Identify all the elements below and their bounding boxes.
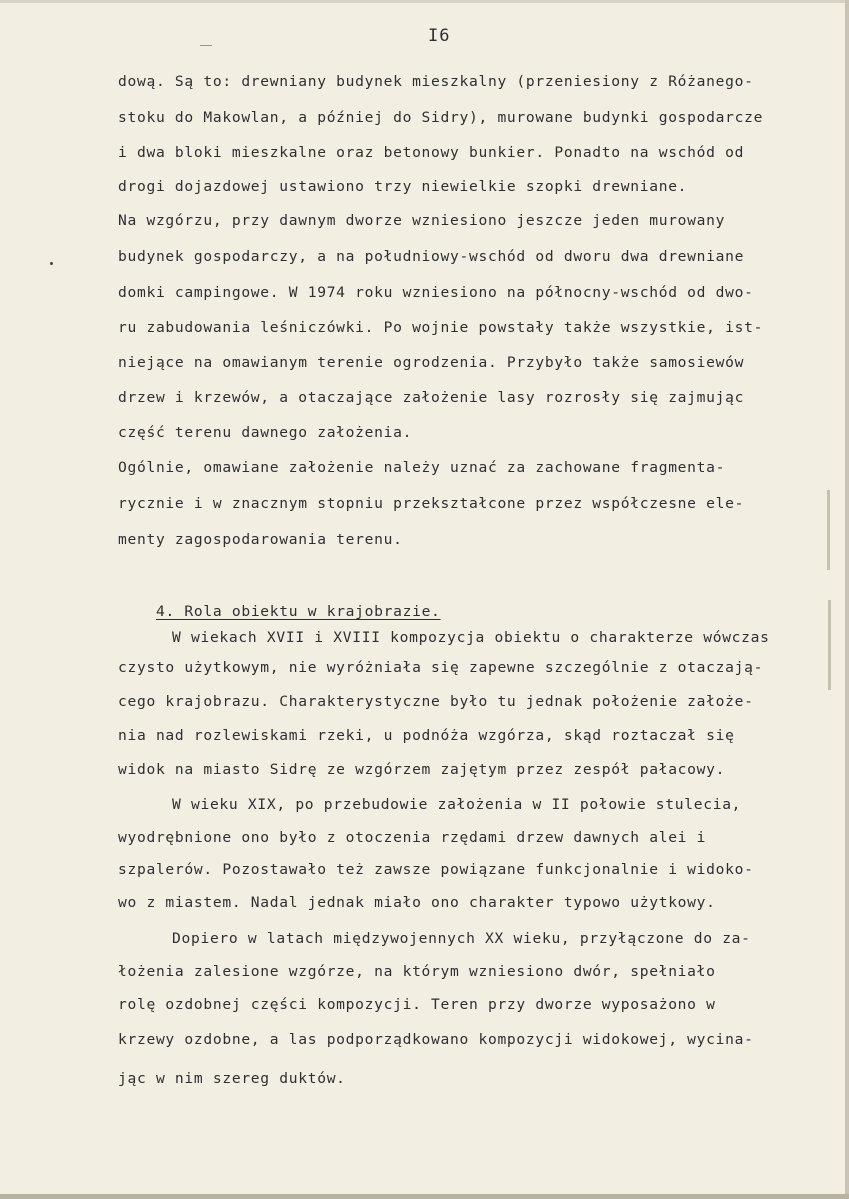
text-line: Dopiero w latach międzywojennych XX wieku, przyłączone do za-	[172, 930, 751, 947]
text-line: nia nad rozlewiskami rzeki, u podnóża wzgórza, skąd roztaczał się	[118, 727, 735, 744]
page-number: I6	[428, 26, 451, 46]
text-line: drogi dojazdowej ustawiono trzy niewielkie szopki drewniane.	[118, 178, 688, 195]
text-line: dową. Są to: drewniany budynek mieszkalny (przeniesiony z Różanego-	[118, 73, 754, 90]
text-line: czysto użytkowym, nie wyróżniała się zapewne szczególnie z otaczają-	[118, 659, 764, 676]
text-line: wyodrębnione ono było z otoczenia rzędami drzew dawnych alei i	[118, 829, 707, 846]
page-bottom-edge	[0, 1194, 849, 1199]
text-line: ru zabudowania leśniczówki. Po wojnie powstały także wszystkie, ist-	[118, 319, 764, 336]
text-line: cego krajobrazu. Charakterystyczne było tu jednak położenie założe-	[118, 693, 754, 710]
text-line: drzew i krzewów, a otaczające założenie lasy rozrosły się zajmując	[118, 389, 745, 406]
text-line: domki campingowe. W 1974 roku wzniesiono na północny-wschód od dwo-	[118, 284, 754, 301]
margin-strip-mark	[828, 600, 831, 690]
text-line: część terenu dawnego założenia.	[118, 424, 413, 441]
text-line: rycznie i w znacznym stopniu przekształcone przez współczesne ele-	[118, 495, 745, 512]
text-line: budynek gospodarczy, a na południowy-wschód od dworu dwa drewniane	[118, 248, 745, 265]
page-right-edge	[845, 0, 849, 1199]
text-line: Na wzgórzu, przy dawnym dworze wzniesiono jeszcze jeden murowany	[118, 212, 726, 229]
text-line: W wiekach XVII i XVIII kompozycja obiektu o charakterze wówczas	[172, 629, 770, 646]
text-line: krzewy ozdobne, a las podporządkowano kompozycji widokowej, wycina-	[118, 1031, 754, 1048]
text-line: i dwa bloki mieszkalne oraz betonowy bunkier. Ponadto na wschód od	[118, 144, 745, 161]
page-top-edge	[0, 0, 849, 3]
text-line: jąc w nim szereg duktów.	[118, 1070, 346, 1087]
section-heading-text: 4. Rola obiektu w krajobrazie.	[155, 603, 441, 620]
pencil-tick-mark	[200, 45, 212, 46]
text-line: niejące na omawianym terenie ogrodzenia. Przybyło także samosiewów	[118, 354, 745, 371]
text-line: stoku do Makowlan, a później do Sidry), murowane budynki gospodarcze	[118, 109, 764, 126]
text-line: Ogólnie, omawiane założenie należy uznać za zachowane fragmenta-	[118, 459, 726, 476]
text-line: W wieku XIX, po przebudowie założenia w II połowie stulecia,	[172, 796, 742, 813]
text-line: łożenia zalesione wzgórze, na którym wzniesiono dwór, spełniało	[118, 963, 716, 980]
text-line: widok na miasto Sidrę ze wzgórzem zajętym przez zespół pałacowy.	[118, 761, 726, 778]
text-line: menty zagospodarowania terenu.	[118, 531, 403, 548]
text-line: wo z miastem. Nadal jednak miało ono charakter typowo użytkowy.	[118, 894, 716, 911]
margin-dot-mark	[50, 262, 53, 265]
margin-strip-mark	[827, 490, 830, 570]
text-line: szpalerów. Pozostawało też zawsze powiązane funkcjonalnie i widoko-	[118, 861, 754, 878]
text-line: rolę ozdobnej części kompozycji. Teren przy dworze wyposażono w	[118, 996, 716, 1013]
